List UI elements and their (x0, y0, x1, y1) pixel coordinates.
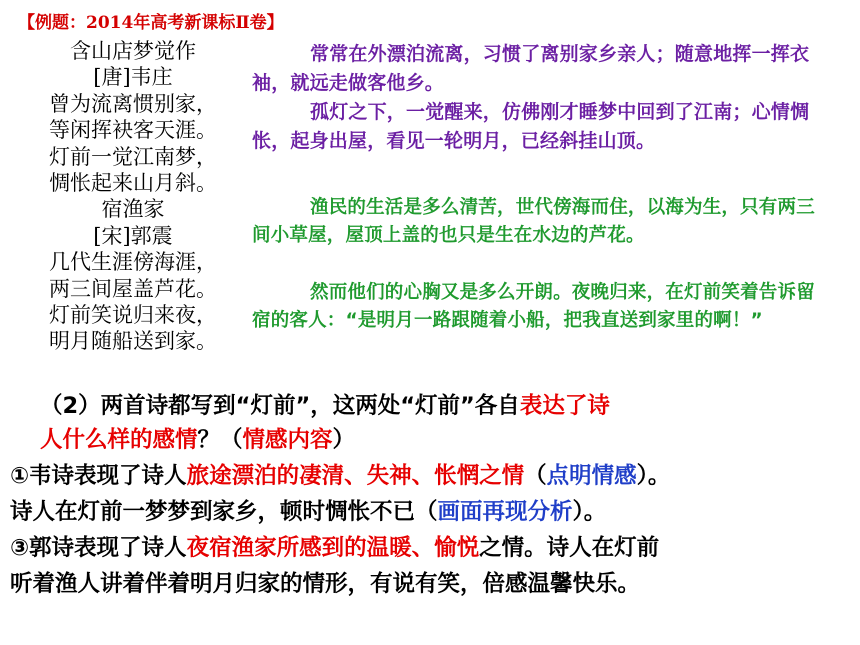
poem2-line: 两三间屋盖芦花。 (49, 276, 217, 301)
poem2-line: 几代生涯傍海涯， (49, 250, 217, 275)
poem1-author: [唐]韦庄 (93, 65, 173, 90)
answer-line-2 (10, 494, 606, 531)
translation-text-2: 孤灯之下，一觉醒来，仿佛刚才睡梦中回到了江南；心情惆怅，起身出屋，看见一轮明月，已经斜挂山顶。 (252, 101, 810, 152)
poem1-line: 灯前一觉江南梦， (49, 144, 217, 169)
translation-text-1: 常常在外漂泊流离，习惯了离别家乡亲人；随意地挥一挥衣袖，就远走做客他乡。 (252, 43, 810, 94)
answer-text: 之情。诗人在灯前 (479, 535, 660, 561)
translation-paragraph-2 (252, 98, 812, 156)
translation-paragraph-1 (252, 40, 812, 98)
translation-paragraph-3 (252, 194, 827, 249)
question-highlight: 情感内容 (242, 427, 333, 453)
question-line-2 (40, 422, 355, 459)
translation-text-3: 渔民的生活是多么清苦，世代傍海而住，以海为生，只有两三间小草屋，屋顶上盖的也只是生在水边的芦花。 (252, 197, 815, 246)
question-line-1 (40, 388, 610, 425)
answer-text: ）。 (572, 499, 607, 525)
answer-text: （ (524, 463, 547, 489)
question-prefix: （2）两首诗都写到“灯前”，这两处“灯前”各自 (40, 393, 520, 419)
answer-text: 听着渔人讲着伴着明月归家的情形，有说有笑，倍感温馨快乐。 (10, 571, 641, 597)
answer-text: 诗人在灯前一梦梦到家乡，顿时惆怅不已（ (10, 499, 438, 525)
poems-column (28, 38, 238, 355)
translation-paragraph-4 (252, 279, 827, 334)
question-suffix: ） (332, 427, 356, 453)
answer-line-1 (10, 458, 670, 495)
poem2-title: 宿渔家 (101, 197, 165, 222)
answer-text: ）。 (636, 463, 671, 489)
question-highlight: 人什么样的感情 (40, 427, 198, 453)
poem2-author: [宋]郭震 (93, 223, 173, 248)
answer-method: 点明情感 (546, 463, 637, 489)
poem1-line: 惆怅起来山月斜。 (49, 171, 217, 196)
question-middle: ？（ (197, 427, 243, 453)
poem2-line: 明月随船送到家。 (49, 329, 217, 354)
answer-text: ①韦诗表现了诗人 (10, 463, 187, 489)
answer-method: 画面再现分析 (437, 499, 573, 525)
answer-highlight: 夜宿渔家所感到的温暖、愉悦 (186, 535, 480, 561)
answer-text: ③郭诗表现了诗人 (10, 535, 187, 561)
poem1-line: 等闲挥袂客天涯。 (49, 118, 217, 143)
poem1-title: 含山店梦觉作 (70, 39, 196, 63)
poem2-line: 灯前笑说归来夜， (49, 303, 217, 328)
answer-highlight: 旅途漂泊的凄清、失神、怅惘之情 (186, 463, 525, 489)
question-highlight: 表达了诗 (519, 393, 610, 419)
answer-line-3 (10, 530, 659, 567)
poem1-line: 曾为流离惯别家， (49, 91, 217, 116)
answer-line-4 (10, 566, 640, 603)
translation-text-4: 然而他们的心胸又是多么开朗。夜晚归来，在灯前笑着告诉留宿的客人：“是明月一路跟随着小船，把我直送到家里的啊！” (252, 282, 815, 331)
example-header: 【例题：2014年高考新课标Ⅱ卷】 (18, 13, 284, 33)
